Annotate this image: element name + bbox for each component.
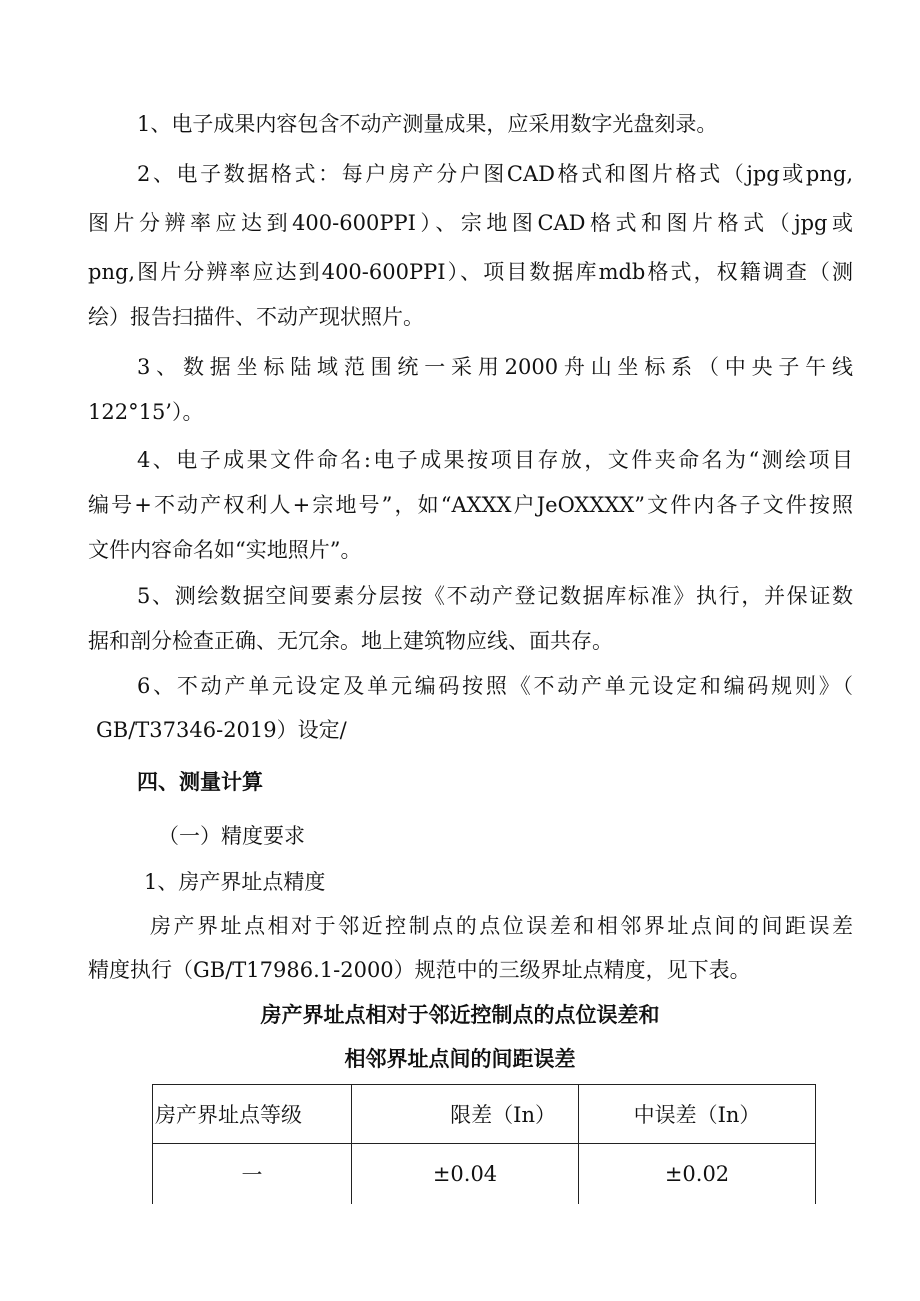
paragraph-3-line-2: 122°15’）。	[88, 400, 204, 424]
paragraph-4-line-1: 4、电子成果文件命名:电子成果按项目存放，文件夹命名为“测绘项目	[137, 448, 853, 472]
header-cell-limit: 限差（In）	[352, 1085, 579, 1144]
precision-table	[152, 1084, 816, 1204]
paragraph-6-line-1: 6、不动产单元设定及单元编码按照《不动产单元设定和编码规则》（	[137, 674, 853, 698]
paragraph-2-line-1: 2、电子数据格式：每户房产分户图CAD格式和图片格式（jpg或png,	[137, 162, 853, 186]
table-header-row	[153, 1085, 816, 1144]
header-cell-grade: 房产界址点等级	[153, 1085, 352, 1144]
cell-mean-error: ±0.02	[579, 1144, 816, 1205]
paragraph-6-line-2: GB/T37346-2019）设定/	[96, 718, 347, 742]
item-heading: 1、房产界址点精度	[144, 870, 326, 894]
paragraph-2-line-4: 绘）报告扫描件、不动产现状照片。	[88, 305, 424, 329]
table-title-line-2: 相邻界址点间的间距误差	[344, 1047, 576, 1071]
body-line-2: 精度执行（GB/T17986.1-2000）规范中的三级界址点精度，见下表。	[88, 958, 751, 982]
paragraph-1: 1、电子成果内容包含不动产测量成果，应采用数字光盘刻录。	[137, 112, 718, 136]
paragraph-5-line-2: 据和剖分检查正确、无冗余。地上建筑物应线、面共存。	[88, 629, 613, 653]
paragraph-2-line-3: png,图片分辨率应达到400-600PPI）、项目数据库mdb格式，权籍调查（测	[88, 260, 853, 284]
sub-heading: （一）精度要求	[158, 824, 305, 848]
header-cell-mean-error: 中误差（In）	[579, 1085, 816, 1144]
paragraph-5-line-1: 5、测绘数据空间要素分层按《不动产登记数据库标准》执行，并保证数	[137, 584, 853, 608]
table-title-line-1: 房产界址点相对于邻近控制点的点位误差和	[260, 1003, 660, 1027]
cell-limit: ±0.04	[352, 1144, 579, 1205]
paragraph-2-line-2: 图片分辨率应达到400-600PPI）、宗地图CAD格式和图片格式（jpg或	[88, 211, 853, 235]
paragraph-4-line-3: 文件内容命名如“实地照片”。	[88, 538, 362, 562]
paragraph-4-line-2: 编号+不动产权利人+宗地号”，如“AXXX户JeOXXXX”文件内各子文件按照	[88, 493, 853, 517]
body-line-1: 房产界址点相对于邻近控制点的点位误差和相邻界址点间的间距误差	[150, 914, 853, 938]
section-heading: 四、测量计算	[137, 770, 263, 794]
table-row	[153, 1144, 816, 1205]
paragraph-3-line-1: 3、数据坐标陆域范围统一采用2000舟山坐标系（中央子午线	[137, 355, 853, 379]
cell-grade: 一	[153, 1144, 352, 1205]
